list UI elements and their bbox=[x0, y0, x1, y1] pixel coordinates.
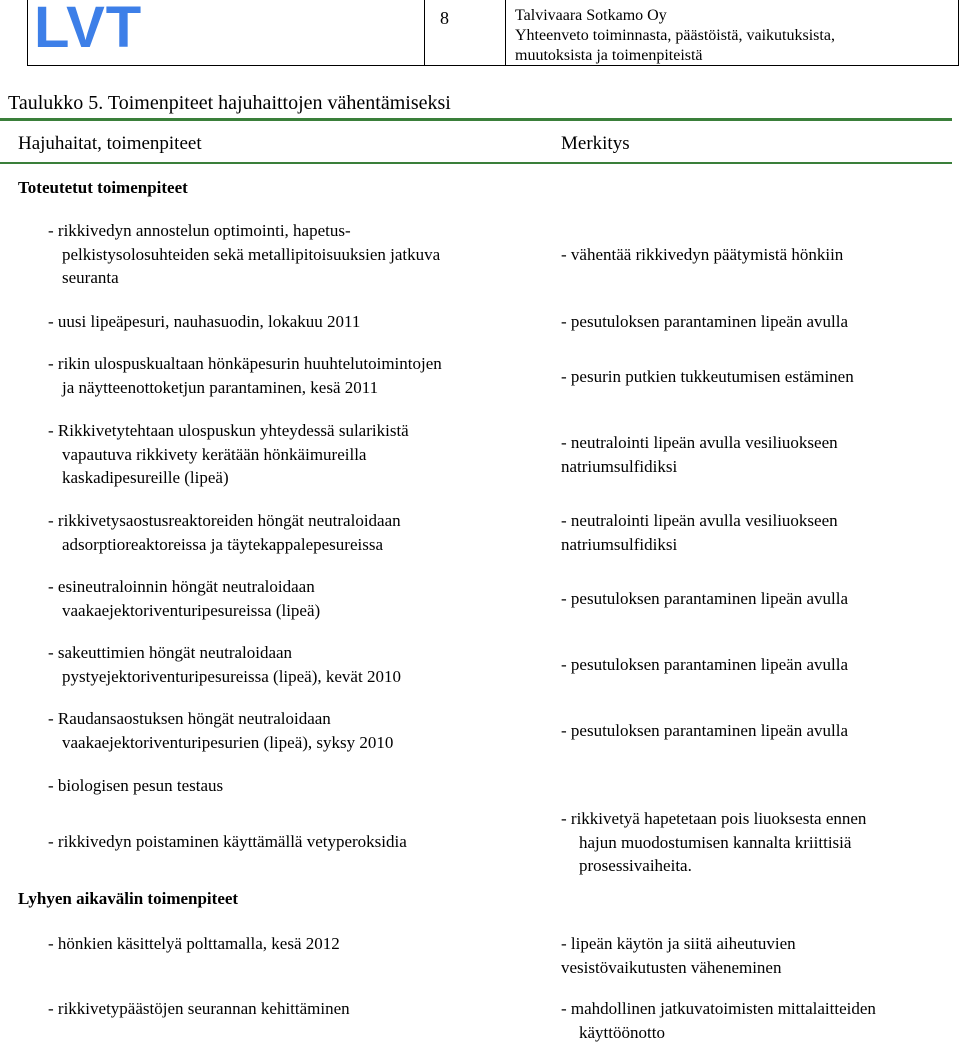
report-subtitle-line2: muutoksista ja toimenpiteistä bbox=[515, 47, 703, 64]
measure-item bbox=[48, 219, 538, 290]
significance-line: - pesutuloksen parantaminen lipeän avulla bbox=[561, 721, 849, 740]
measure-line: - Raudansaostuksen höngät neutraloidaan bbox=[48, 709, 331, 728]
measure-line: - rikkivetypäästöjen seurannan kehittäminen bbox=[48, 999, 350, 1018]
measure-item bbox=[48, 641, 538, 688]
header-divider bbox=[424, 0, 425, 66]
measure-line: ja näytteenottoketjun parantaminen, kesä 2011 bbox=[62, 377, 379, 397]
significance-line: - pesutuloksen parantaminen lipeän avulla bbox=[561, 655, 849, 674]
significance-line: - pesurin putkien tukkeutumisen estäminen bbox=[561, 367, 854, 386]
measure-line: - rikkivetysaostusreaktoreiden höngät neutraloidaan bbox=[48, 511, 401, 530]
significance-item bbox=[561, 587, 956, 611]
column-header-significance: Merkitys bbox=[561, 133, 630, 154]
table-caption: Taulukko 5. Toimenpiteet hajuhaittojen vähentämiseksi bbox=[8, 92, 451, 114]
measure-line: vaakaejektoriventuripesurien (lipeä), syksy 2010 bbox=[62, 732, 394, 752]
section-implemented-measures: Toteutetut toimenpiteet bbox=[18, 178, 188, 197]
measure-line: vapautuva rikkivety kerätään hönkäimureilla bbox=[62, 444, 367, 464]
measure-line: - hönkien käsittelyä polttamalla, kesä 2012 bbox=[48, 934, 340, 953]
significance-item bbox=[561, 431, 956, 478]
measure-item bbox=[48, 575, 538, 622]
significance-line: - mahdollinen jatkuvatoimisten mittalaitteiden bbox=[561, 999, 876, 1018]
significance-line: - neutralointi lipeän avulla vesiliuokseen bbox=[561, 511, 838, 530]
measure-line: pelkistysolosuhteiden sekä metallipitoisuuksien jatkuva bbox=[62, 244, 441, 264]
section-short-term-measures: Lyhyen aikavälin toimenpiteet bbox=[18, 889, 239, 908]
report-subtitle-line1: Yhteenveto toiminnasta, päästöistä, vaikutuksista, bbox=[515, 27, 835, 44]
measure-line: kaskadipesureille (lipeä) bbox=[62, 468, 229, 487]
significance-item bbox=[561, 365, 956, 389]
significance-item bbox=[561, 653, 956, 677]
table-header-rule bbox=[0, 162, 952, 164]
measure-line: seuranta bbox=[62, 268, 119, 287]
lvt-logo: LVT bbox=[34, 0, 143, 60]
company-name: Talvivaara Sotkamo Oy bbox=[515, 7, 667, 24]
significance-line: - lipeän käytön ja siitä aiheutuvien bbox=[561, 934, 796, 953]
measure-line: vaakaejektoriventuripesureissa (lipeä) bbox=[62, 600, 321, 620]
measure-item bbox=[48, 707, 538, 754]
measure-line: - esineutraloinnin höngät neutraloidaan bbox=[48, 577, 315, 596]
table-top-rule bbox=[0, 118, 952, 121]
measure-line: - biologisen pesun testaus bbox=[48, 776, 224, 795]
significance-line: - rikkivetyä hapetetaan pois liuoksesta ennen bbox=[561, 809, 867, 828]
significance-item bbox=[561, 509, 956, 556]
significance-item bbox=[561, 310, 956, 334]
measure-line: - uusi lipeäpesuri, nauhasuodin, lokakuu 2011 bbox=[48, 312, 361, 331]
significance-line: natriumsulfidiksi bbox=[561, 456, 678, 476]
header-divider bbox=[505, 0, 506, 66]
measure-item bbox=[48, 419, 538, 490]
significance-line: vesistövaikutusten väheneminen bbox=[561, 957, 782, 977]
significance-line: - neutralointi lipeän avulla vesiliuokseen bbox=[561, 433, 838, 452]
measure-line: - sakeuttimien höngät neutraloidaan bbox=[48, 643, 293, 662]
significance-line: käyttöönotto bbox=[579, 1022, 665, 1042]
measure-item bbox=[48, 352, 538, 399]
measure-line: - rikin ulospuskualtaan hönkäpesurin huuhtelutoimintojen bbox=[48, 354, 442, 373]
measure-line: - rikkivedyn annostelun optimointi, hapetus- bbox=[48, 221, 351, 240]
measure-line: adsorptioreaktoreissa ja täytekappalepesureissa bbox=[62, 534, 383, 554]
significance-line: natriumsulfidiksi bbox=[561, 534, 678, 554]
significance-item bbox=[561, 997, 956, 1044]
measure-item bbox=[48, 997, 538, 1021]
significance-item bbox=[561, 807, 956, 878]
significance-item bbox=[561, 932, 956, 979]
significance-item bbox=[561, 719, 956, 743]
measure-line: pystyejektoriventuripesureissa (lipeä), kevät 2010 bbox=[62, 666, 401, 686]
significance-item bbox=[561, 243, 956, 267]
column-header-measures: Hajuhaitat, toimenpiteet bbox=[18, 133, 202, 154]
measure-line: - Rikkivetytehtaan ulospuskun yhteydessä sularikistä bbox=[48, 421, 409, 440]
significance-line: - vähentää rikkivedyn päätymistä hönkiin bbox=[561, 245, 844, 264]
header-title bbox=[515, 6, 835, 66]
significance-line: hajun muodostumisen kannalta kriittisiä bbox=[579, 832, 852, 852]
measure-item bbox=[48, 932, 538, 956]
measure-item bbox=[48, 310, 538, 334]
measure-item bbox=[48, 509, 538, 556]
page-number: 8 bbox=[440, 8, 449, 28]
measure-item bbox=[48, 774, 538, 798]
measure-item bbox=[48, 830, 538, 854]
measure-line: - rikkivedyn poistaminen käyttämällä vetyperoksidia bbox=[48, 832, 407, 851]
significance-line: - pesutuloksen parantaminen lipeän avulla bbox=[561, 312, 849, 331]
significance-line: - pesutuloksen parantaminen lipeän avulla bbox=[561, 589, 849, 608]
significance-line: prosessivaiheita. bbox=[579, 856, 692, 875]
